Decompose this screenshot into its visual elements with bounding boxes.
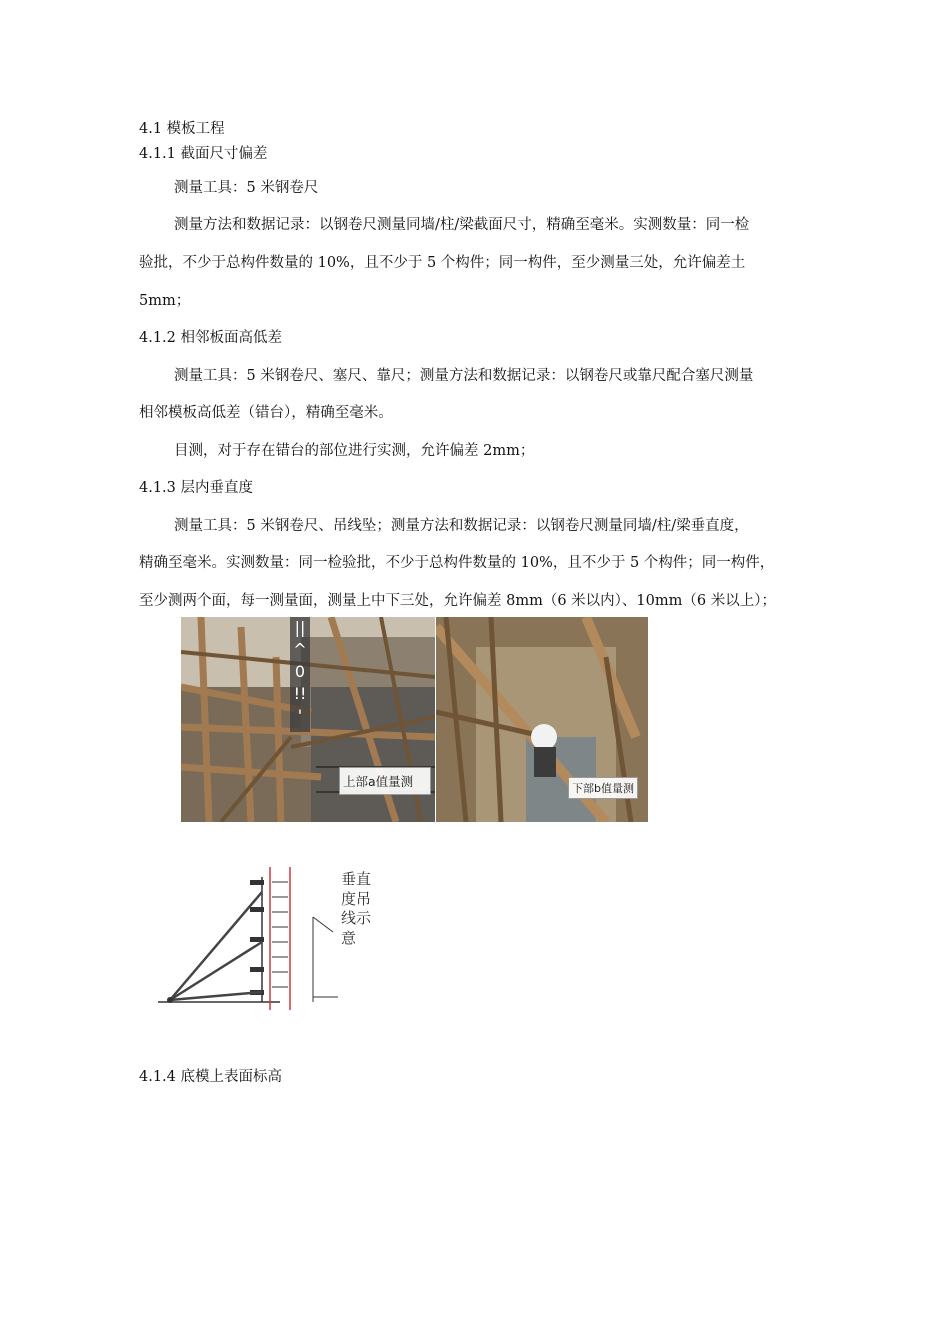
paragraph-line: 测量工具：5 米钢卷尺、塞尺、靠尺；测量方法和数据记录：以钢卷尺或靠尺配合塞尺测量 (174, 368, 754, 384)
paragraph-line: 相邻模板高低差（错台），精确至毫米。 (139, 405, 393, 421)
diagram-caption: 垂直度吊线示意 (341, 870, 372, 947)
section-heading-4-1-4: 4.1.4 底模上表面标高 (139, 1069, 283, 1085)
plumb-marker (290, 617, 310, 732)
paragraph-line: 5mm； (139, 293, 191, 309)
marker-char: ' (297, 706, 303, 725)
marker-char: !! (293, 684, 307, 703)
photo-upper-measurement (181, 617, 435, 822)
photo-lower-measurement (436, 617, 648, 822)
lower-measure-label: 下部b值量测 (568, 777, 638, 799)
paragraph-line: 精确至毫米。实测数量：同一检验批，不少于总构件数量的 10%，且不少于 5 个构件；同一构件， (139, 555, 775, 571)
section-heading-4-1-2: 4.1.2 相邻板面高低差 (139, 330, 283, 346)
section-heading-4-1: 4.1 模板工程 (139, 121, 225, 137)
marker-char: ^ (293, 640, 307, 659)
marker-char: 0 (294, 662, 306, 681)
section-heading-4-1-3: 4.1.3 层内垂直度 (139, 480, 254, 496)
paragraph-line: 至少测两个面，每一测量面，测量上中下三处，允许偏差 8mm（6 米以内）、10mm（6 米以上）； (139, 593, 776, 609)
paragraph-line: 目测，对于存在错台的部位进行实测，允许偏差 2mm； (174, 443, 535, 459)
marker-char: || (294, 618, 306, 637)
paragraph-line: 验批，不少于总构件数量的 10%，且不少于 5 个构件；同一构件，至少测量三处，允许偏差土 (139, 255, 746, 271)
paragraph-line: 测量方法和数据记录：以钢卷尺测量同墙/柱/梁截面尺寸，精确至毫米。实测数量：同一检 (174, 217, 750, 233)
upper-measure-label: 上部a值量测 (339, 767, 431, 795)
section-heading-4-1-1: 4.1.1 截面尺寸偏差 (139, 146, 268, 162)
paragraph-line: 测量工具：5 米钢卷尺、吊线坠；测量方法和数据记录：以钢卷尺测量同墙/柱/梁垂直度， (174, 518, 749, 534)
paragraph-line: 测量工具：5 米钢卷尺 (174, 180, 319, 196)
